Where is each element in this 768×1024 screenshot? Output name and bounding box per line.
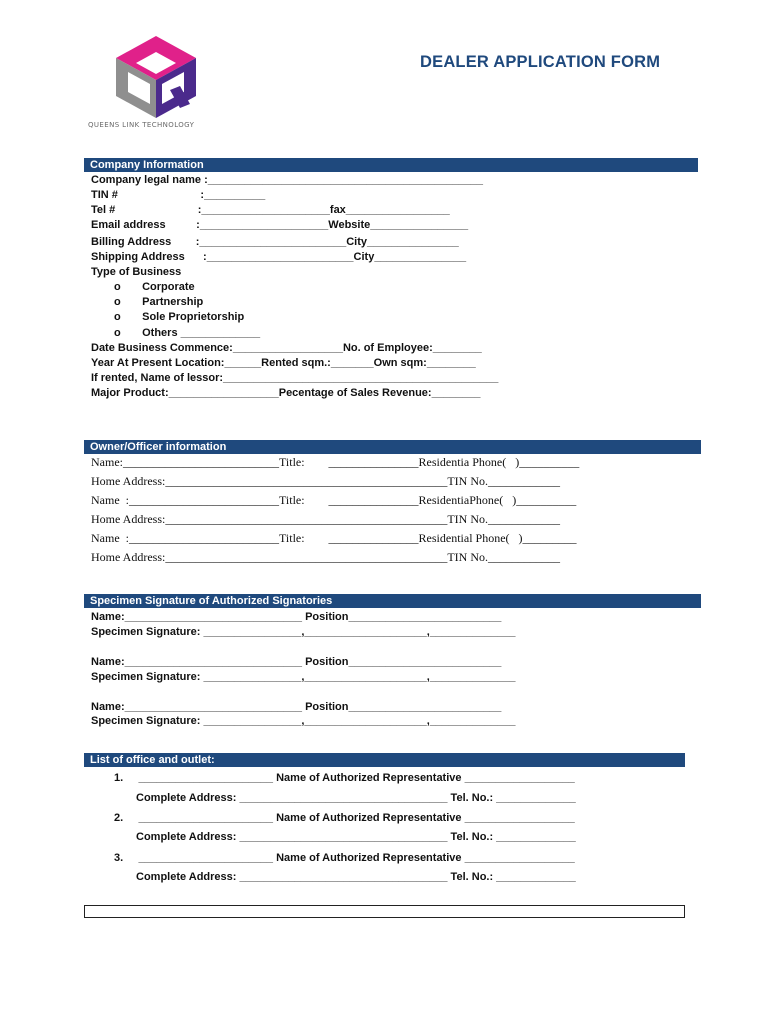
page-title: DEALER APPLICATION FORM: [420, 53, 661, 71]
office-1-rep-field[interactable]: 1. ______________________ Name of Authorized Representative __________________: [114, 772, 575, 784]
signatory-2-name-field[interactable]: Name:_____________________________ Position_________________________: [91, 656, 502, 668]
email-website-field[interactable]: Email address :_____________________Website________________: [91, 219, 469, 231]
billing-address-field[interactable]: Billing Address :________________________City_______________: [91, 236, 459, 248]
business-type-others[interactable]: o Others _____________: [114, 327, 261, 339]
year-location-field[interactable]: Year At Present Location:______Rented sqm.:_______Own sqm:________: [91, 357, 476, 369]
lessor-field[interactable]: If rented, Name of lessor:_____________________________________________: [91, 372, 499, 384]
signatories-heading: Specimen Signature of Authorized Signatories: [84, 594, 701, 608]
major-product-field[interactable]: Major Product:__________________Pecentage of Sales Revenue:________: [91, 387, 481, 399]
owner-info-heading: Owner/Officer information: [84, 440, 701, 454]
signatory-3-name-field[interactable]: Name:_____________________________ Position_________________________: [91, 701, 502, 713]
business-type-partnership[interactable]: o Partnership: [114, 296, 204, 308]
office-3-rep-field[interactable]: 3. ______________________ Name of Authorized Representative __________________: [114, 852, 575, 864]
date-commence-field[interactable]: Date Business Commence:__________________No. of Employee:________: [91, 342, 482, 354]
owner-2-name-field[interactable]: Name :_________________________Title: _______________ResidentiaPhone( )__________: [91, 493, 577, 507]
company-legal-name-field[interactable]: Company legal name :_____________________________________________: [91, 174, 484, 186]
business-type-sole-proprietorship[interactable]: o Sole Proprietorship: [114, 311, 245, 323]
signatory-2-signature-field[interactable]: Specimen Signature: ________________,____________________,______________: [91, 671, 516, 683]
signatory-3-signature-field[interactable]: Specimen Signature: ________________,____________________,______________: [91, 715, 516, 727]
tel-fax-field[interactable]: Tel # :_____________________fax_________________: [91, 204, 450, 216]
type-of-business-label: Type of Business: [91, 266, 182, 278]
logo-text: QUEENS LINK TECHNOLOGY: [88, 121, 195, 129]
owner-3-name-field[interactable]: Name :_________________________Title: _______________Residential Phone( )_________: [91, 531, 577, 545]
business-type-corporate[interactable]: o Corporate: [114, 281, 195, 293]
owner-1-name-field[interactable]: Name:__________________________Title: _______________Residentia Phone( )__________: [91, 455, 580, 469]
offices-heading: List of office and outlet:: [84, 753, 685, 767]
bottom-empty-box: [84, 905, 685, 918]
tin-field[interactable]: TIN # :__________: [91, 189, 266, 201]
office-2-rep-field[interactable]: 2. ______________________ Name of Authorized Representative __________________: [114, 812, 575, 824]
office-2-address-field[interactable]: Complete Address: __________________________________ Tel. No.: _____________: [136, 831, 576, 843]
owner-3-address-field[interactable]: Home Address:_______________________________________________TIN No.____________: [91, 550, 560, 564]
office-3-address-field[interactable]: Complete Address: __________________________________ Tel. No.: _____________: [136, 871, 576, 883]
signatory-1-signature-field[interactable]: Specimen Signature: ________________,____________________,______________: [91, 626, 516, 638]
queens-link-logo: [110, 34, 202, 118]
company-info-heading: Company Information: [84, 158, 698, 172]
owner-2-address-field[interactable]: Home Address:_______________________________________________TIN No.____________: [91, 512, 560, 526]
signatory-1-name-field[interactable]: Name:_____________________________ Position_________________________: [91, 611, 502, 623]
owner-1-address-field[interactable]: Home Address:_______________________________________________TIN No.____________: [91, 474, 560, 488]
shipping-address-field[interactable]: Shipping Address :________________________City_______________: [91, 251, 467, 263]
office-1-address-field[interactable]: Complete Address: __________________________________ Tel. No.: _____________: [136, 792, 576, 804]
